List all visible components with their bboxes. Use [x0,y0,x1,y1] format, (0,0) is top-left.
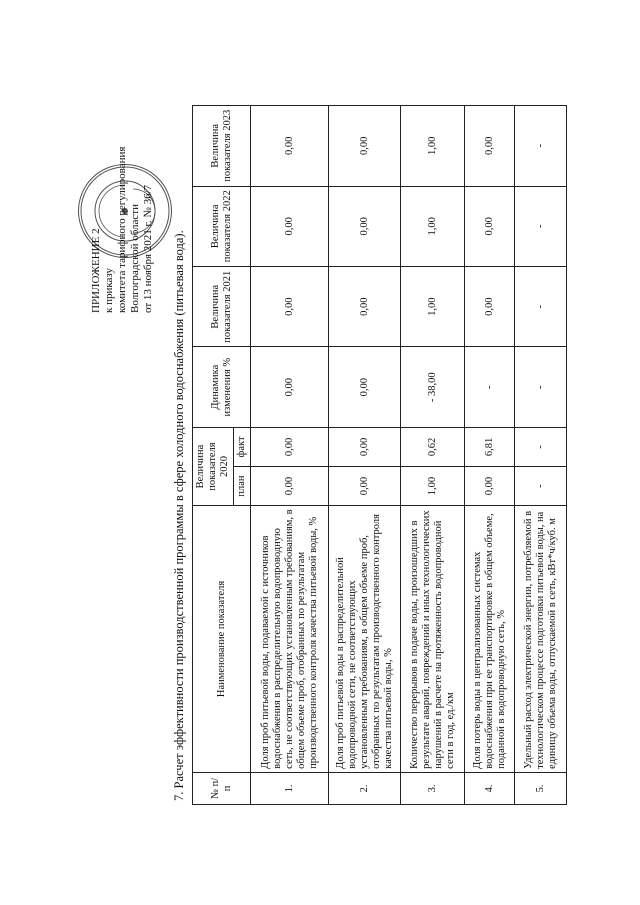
row-2021: 1,00 [401,266,465,346]
row-dynamics: - [515,346,567,426]
table-row [401,105,465,804]
row-2022: 1,00 [401,186,465,266]
row-num: 1. [251,772,329,804]
row-indicator-name: Количество перерывов в подаче воды, произошедших в результате аварий, повреждений и иных технологических нарушений в расчете на протяженность водопроводной сети в год, ед./км [401,505,465,772]
table-title: 7. Расчет эффективности производственной программы в сфере холодного водоснабжения (питьевая вода). [172,229,186,801]
table-row [515,105,567,804]
row-dynamics: - 38,00 [401,346,465,426]
col-header-dynamics: Динамика изменения % [193,346,251,426]
appendix-label: ПРИЛОЖЕНИЕ 2 [90,227,102,313]
order-ref-date: от 13 ноября 2021 г. № 36/7 [142,184,154,313]
row-dynamics: 0,00 [251,346,329,426]
row-plan: 1,00 [401,466,465,505]
row-fact: 6,81 [465,427,515,466]
row-2023: 0,00 [465,105,515,186]
order-ref-line2: комитета тарифного регулирования [116,146,128,313]
table-row [465,105,515,804]
row-indicator-name: Доля проб питьевой воды в распределительной водопроводной сети, не соответствующих установленным требованиям, в общем объеме проб, отобранных по результатам производственного контроля качества питьевой воды, % [329,505,401,772]
col-header-2023: Величина показателя 2023 [193,105,251,186]
row-2022: 0,00 [329,186,401,266]
row-indicator-name: Доля потерь воды в централизованных системах водоснабжения при ее транспортировке в общем объеме, поданной в водопроводную сеть, % [465,505,515,772]
order-ref-line1: к приказу [103,267,115,313]
row-2021: 0,00 [329,266,401,346]
col-header-2020: Величина показателя 2020 [193,427,234,505]
row-fact: 0,00 [329,427,401,466]
row-2023: 1,00 [401,105,465,186]
appendix-header [90,63,155,313]
row-2023: 0,00 [329,105,401,186]
row-dynamics: 0,00 [329,346,401,426]
col-header-num: № п/п [193,772,251,804]
row-2022: 0,00 [465,186,515,266]
row-fact: 0,00 [251,427,329,466]
row-2021: - [515,266,567,346]
row-fact: 0,62 [401,427,465,466]
row-2022: - [515,186,567,266]
header-row-1 [193,105,234,804]
row-dynamics: - [465,346,515,426]
table-row [251,105,329,804]
row-2023: - [515,105,567,186]
row-2023: 0,00 [251,105,329,186]
col-header-fact: факт [234,427,251,466]
row-fact: - [515,427,567,466]
order-ref-line3: Волгоградской области [129,203,141,313]
row-plan: 0,00 [251,466,329,505]
row-2021: 0,00 [465,266,515,346]
row-num: 4. [465,772,515,804]
row-plan: 0,00 [329,466,401,505]
row-num: 3. [401,772,465,804]
row-plan: - [515,466,567,505]
row-plan: 0,00 [465,466,515,505]
row-2021: 0,00 [251,266,329,346]
row-num: 5. [515,772,567,804]
col-header-2022: Величина показателя 2022 [193,186,251,266]
row-indicator-name: Удельный расход электрической энергии, потребляемой в технологическом процессе подготовки питьевой воды, на единицу объема воды, отпускаемой в сеть, кВт*ч/куб. м [515,505,567,772]
col-header-2021: Величина показателя 2021 [193,266,251,346]
col-header-name: Наименование показателя [193,505,251,772]
col-header-plan: план [234,466,251,505]
rotated-page [60,53,580,853]
table-row [329,105,401,804]
row-indicator-name: Доля проб питьевой воды, подаваемой с источников водоснабжения в распределительную водопроводную сеть, не соответствующих установленным требованиям, в общем объеме проб, отобранных по результатам производственного контроля качества питьевой воды, % [251,505,329,772]
efficiency-table [192,105,567,805]
row-2022: 0,00 [251,186,329,266]
row-num: 2. [329,772,401,804]
